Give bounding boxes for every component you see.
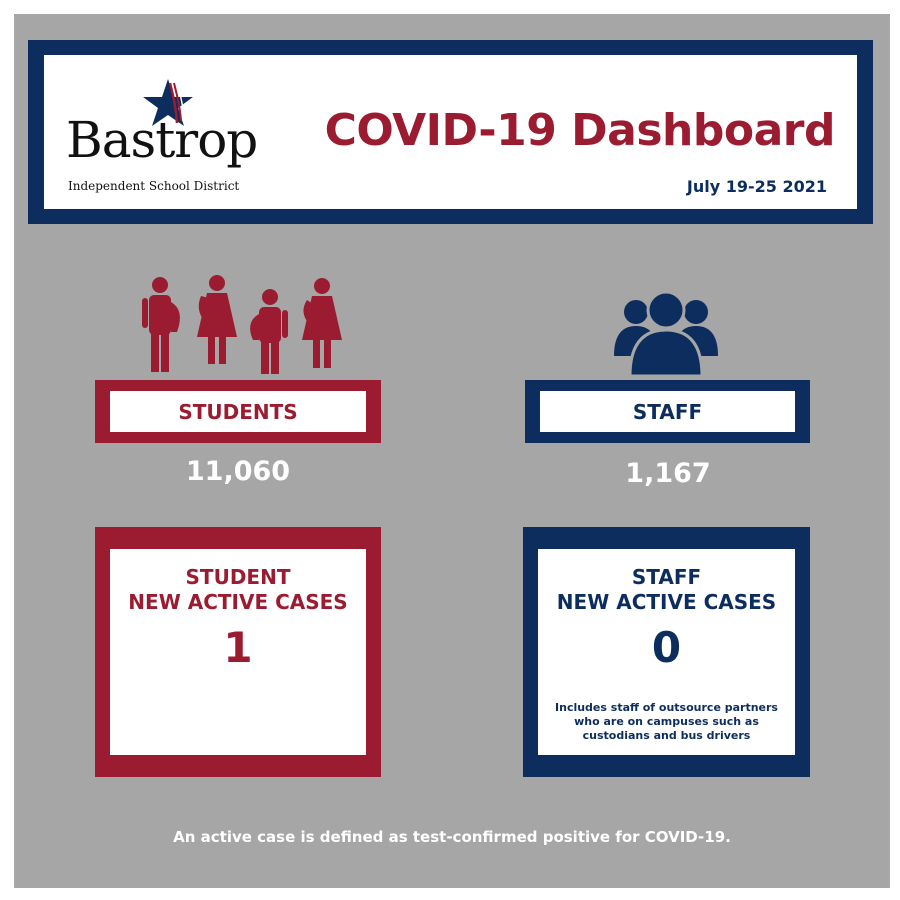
- student-cases-heading: [110, 565, 366, 615]
- page-title: COVID-19 Dashboard: [324, 105, 835, 156]
- students-count: 11,060: [185, 456, 291, 487]
- staff-label: STAFF: [540, 391, 795, 432]
- student-cases-heading-line2: NEW ACTIVE CASES: [128, 590, 348, 614]
- staff-count: 1,167: [625, 458, 711, 489]
- staff-cases-box: [523, 527, 810, 777]
- district-logo: [66, 77, 296, 197]
- header-banner: [28, 40, 873, 224]
- student-cases-heading-line1: STUDENT: [185, 565, 291, 589]
- student-cases-panel: [110, 549, 366, 755]
- students-label-box: [95, 380, 381, 443]
- student-cases-value: 1: [223, 623, 253, 672]
- staff-cases-panel: [538, 549, 795, 755]
- logo-wordmark: Bastrop: [66, 111, 258, 169]
- staff-label-box: [525, 380, 810, 443]
- staff-cases-value: 0: [651, 623, 682, 672]
- students-group-icon: [135, 272, 350, 380]
- students-label: STUDENTS: [110, 391, 366, 432]
- staff-cases-note: Includes staff of outsource partners who are on campuses such as custodians and bus drivers: [555, 701, 778, 742]
- logo-subtitle: Independent School District: [68, 179, 240, 193]
- staff-cases-heading: [538, 565, 795, 615]
- header-panel: [44, 55, 857, 209]
- date-range: July 19-25 2021: [686, 177, 827, 196]
- people-group-icon: [610, 290, 722, 376]
- staff-cases-heading-line1: STAFF: [631, 565, 702, 589]
- staff-cases-heading-line2: NEW ACTIVE CASES: [556, 590, 777, 614]
- student-cases-box: [95, 527, 381, 777]
- footer-definition: An active case is defined as test-confirmed positive for COVID-19.: [173, 828, 731, 846]
